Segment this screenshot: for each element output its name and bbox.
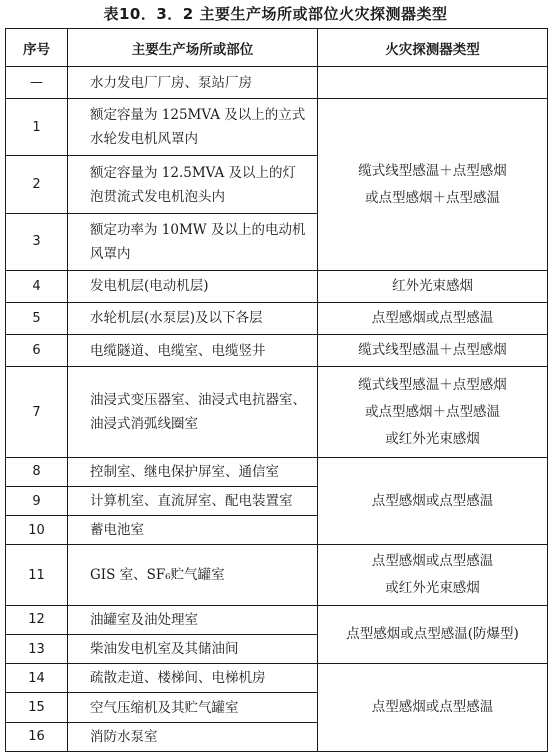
row-detector: 点型感烟或点型感温 xyxy=(318,457,548,545)
row-detector: 点型感烟或点型感温 xyxy=(318,302,548,334)
row-place: 油浸式变压器室、油浸式电抗器室、油浸式消弧线圈室 xyxy=(68,367,318,458)
row-no: 12 xyxy=(6,605,68,634)
row-detector: 红外光束感烟 xyxy=(318,270,548,302)
table-row xyxy=(6,457,548,486)
row-no: 16 xyxy=(6,722,68,751)
row-no: 4 xyxy=(6,270,68,302)
row-place: 蓄电池室 xyxy=(68,516,318,545)
row-no: 15 xyxy=(6,693,68,722)
row-place: 发电机层(电动机层) xyxy=(68,270,318,302)
table-title: 表10．3．2 主要生产场所或部位火灾探测器类型 xyxy=(103,5,448,23)
table-row xyxy=(6,545,548,605)
row-no: 6 xyxy=(6,335,68,367)
row-no: 14 xyxy=(6,664,68,693)
table-row xyxy=(6,664,548,693)
row-detector xyxy=(318,99,548,270)
row-no: 9 xyxy=(6,487,68,516)
row-detector: 点型感烟或点型感温 xyxy=(318,664,548,752)
detector-line: 缆式线型感温＋点型感烟 xyxy=(358,376,507,393)
row-no: 3 xyxy=(6,214,68,270)
detector-line: 或点型感烟＋点型感温 xyxy=(365,403,500,420)
row-no: 5 xyxy=(6,302,68,334)
detector-line: 或点型感烟＋点型感温 xyxy=(365,189,500,206)
header-row xyxy=(6,29,548,67)
table-row xyxy=(6,605,548,634)
row-place: 柴油发电机室及其储油间 xyxy=(68,635,318,664)
row-place: 水力发电厂厂房、泵站厂房 xyxy=(68,67,318,99)
row-place: 疏散走道、楼梯间、电梯机房 xyxy=(68,664,318,693)
row-no: 13 xyxy=(6,635,68,664)
row-no: 1 xyxy=(6,99,68,155)
row-place: 控制室、继电保护屏室、通信室 xyxy=(68,457,318,486)
row-place: GIS 室、SF₆贮气罐室 xyxy=(68,545,318,605)
table-row xyxy=(6,99,548,155)
header-place: 主要生产场所或部位 xyxy=(68,29,318,67)
header-detector: 火灾探测器类型 xyxy=(318,29,548,67)
row-place: 计算机室、直流屏室、配电装置室 xyxy=(68,487,318,516)
table-row xyxy=(6,67,548,99)
row-place: 额定容量为 12.5MVA 及以上的灯泡贯流式发电机泡头内 xyxy=(68,155,318,213)
row-no: 10 xyxy=(6,516,68,545)
row-detector xyxy=(318,367,548,458)
row-no: 2 xyxy=(6,155,68,213)
row-no: — xyxy=(6,67,68,99)
row-no: 7 xyxy=(6,367,68,458)
header-no: 序号 xyxy=(6,29,68,67)
row-detector-empty xyxy=(318,67,548,99)
row-place: 水轮机层(水泵层)及以下各层 xyxy=(68,302,318,334)
detector-line: 点型感烟或点型感温 xyxy=(371,553,494,570)
row-detector: 缆式线型感温＋点型感烟 xyxy=(318,335,548,367)
table-row xyxy=(6,302,548,334)
row-no: 11 xyxy=(6,545,68,605)
row-detector: 点型感烟或点型感温(防爆型) xyxy=(318,605,548,663)
table-row xyxy=(6,335,548,367)
row-place: 油罐室及油处理室 xyxy=(68,605,318,634)
row-place: 空气压缩机及其贮气罐室 xyxy=(68,693,318,722)
detector-table xyxy=(5,28,548,752)
table-row xyxy=(6,367,548,458)
row-place: 消防水泵室 xyxy=(68,722,318,751)
row-no: 8 xyxy=(6,457,68,486)
row-place: 电缆隧道、电缆室、电缆竖井 xyxy=(68,335,318,367)
table-row xyxy=(6,270,548,302)
detector-line: 或红外光束感烟 xyxy=(385,430,480,447)
detector-line: 缆式线型感温＋点型感烟 xyxy=(358,162,507,179)
row-place: 额定容量为 125MVA 及以上的立式水轮发电机风罩内 xyxy=(68,99,318,155)
row-detector xyxy=(318,545,548,605)
row-place: 额定功率为 10MW 及以上的电动机风罩内 xyxy=(68,214,318,270)
detector-line: 或红外光束感烟 xyxy=(385,580,480,597)
